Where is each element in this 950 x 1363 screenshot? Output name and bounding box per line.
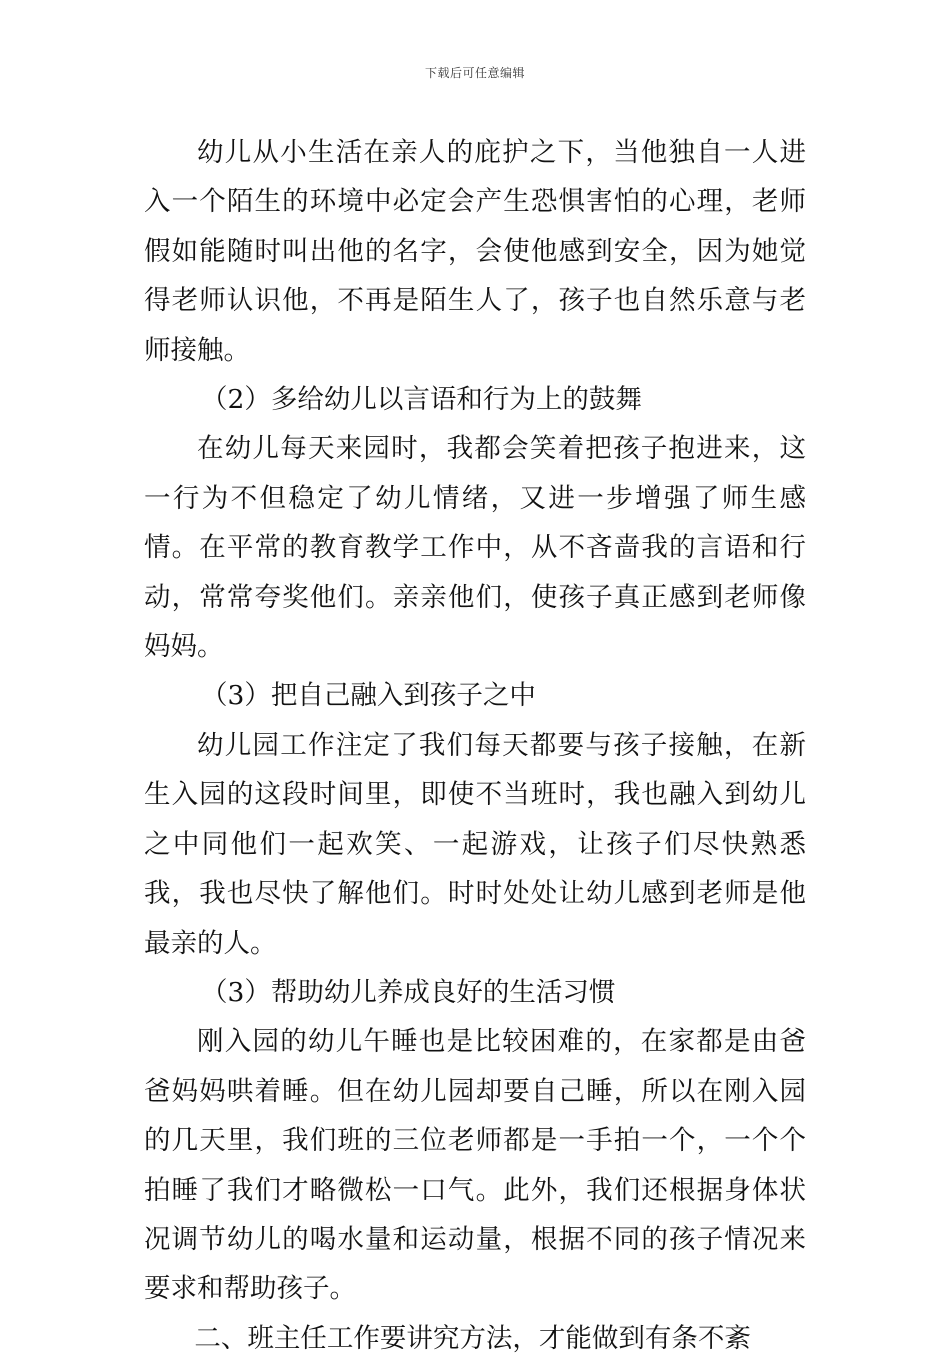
- paragraph-kindergarten-work: 幼儿园工作注定了我们每天都要与孩子接触，在新生入园的这段时间里，即使不当班时，我也融入到幼儿之中同他们一起欢笑、一起游戏，让孩子们尽快熟悉我，我也尽快了解他们。时时处处让幼儿感到老师是他最亲的人。: [144, 729, 806, 959]
- section-heading-methods: 二、班主任工作要讲究方法，才能做到有条不紊: [194, 1322, 751, 1354]
- paragraph-separation-anxiety: 幼儿从小生活在亲人的庇护之下，当他独自一人进入一个陌生的环境中必定会产生恐惧害怕的心理，老师假如能随时叫出他的名字，会使他感到安全，因为她觉得老师认识他，不再是陌生人了，孩子也自然乐意与老师接触。: [144, 137, 806, 366]
- document-body: [144, 128, 806, 1363]
- subheading-integrate: （3）把自己融入到孩子之中: [200, 680, 536, 712]
- subheading-encouragement: （2）多给幼儿以言语和行为上的鼓舞: [200, 384, 642, 416]
- subheading-habits: （3）帮助幼儿养成良好的生活习惯: [200, 976, 616, 1008]
- paragraph-daily-greeting: 在幼儿每天来园时，我都会笑着把孩子抱进来，这一行为不但稳定了幼儿情绪，又进一步增强了师生感情。在平常的教育教学工作中，从不吝啬我的言语和行动，常常夸奖他们。亲亲他们，使孩子真正感到老师像妈妈。: [144, 433, 806, 663]
- page-header: 下载后可任意编辑: [424, 66, 525, 80]
- paragraph-nap-time: 刚入园的幼儿午睡也是比较困难的，在家都是由爸爸妈妈哄着睡。但在幼儿园却要自己睡，所以在刚入园的几天里，我们班的三位老师都是一手拍一个，一个个拍睡了我们才略微松一口气。此外，我们还根据身体状况调节幼儿的喝水量和运动量，根据不同的孩子情况来要求和帮助孩子。: [144, 1026, 806, 1305]
